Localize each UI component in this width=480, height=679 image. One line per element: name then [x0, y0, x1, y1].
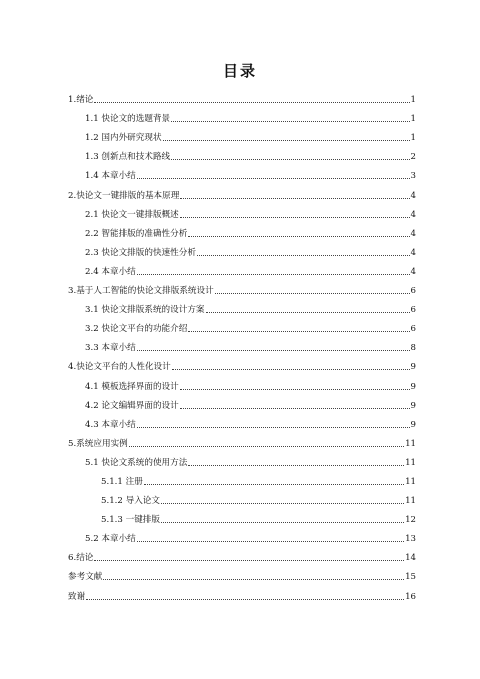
toc-entry[interactable]	[68, 487, 416, 506]
toc-entry-page: 9	[410, 419, 416, 430]
toc-entry-label: 1.3 创新点和技术路线	[85, 152, 171, 163]
toc-entry-page: 11	[405, 476, 416, 487]
toc-entry-label: 5.1.3 一键排版	[101, 515, 160, 526]
toc-leader-dots	[137, 540, 404, 542]
toc-entry-page: 13	[405, 534, 416, 545]
toc-entry-label: 2.2 智能排版的准确性分析	[85, 228, 188, 239]
toc-entry-label: 致谢	[68, 591, 86, 602]
toc-entry-page: 12	[405, 515, 416, 526]
toc-leader-dots	[197, 254, 410, 256]
toc-entry[interactable]	[68, 277, 416, 296]
toc-entry-label: 2.快论文一键排版的基本原理	[68, 190, 180, 201]
toc-leader-dots	[161, 502, 404, 504]
toc-entry[interactable]	[68, 220, 416, 239]
toc-entry-label: 6.结论	[68, 553, 94, 564]
toc-entry-page: 16	[405, 591, 416, 602]
toc-leader-dots	[94, 101, 409, 103]
toc-title: 目录	[222, 62, 257, 80]
toc-entry-label: 4.3 本章小结	[85, 419, 136, 430]
toc-leader-dots	[144, 483, 404, 485]
toc-entry-page: 2	[410, 152, 416, 163]
toc-entry-page: 4	[410, 190, 416, 201]
toc-leader-dots	[180, 197, 409, 199]
toc-leader-dots	[180, 407, 410, 409]
toc-entry-page: 11	[405, 438, 416, 449]
toc-leader-dots	[188, 464, 404, 466]
toc-entry-page: 11	[405, 496, 416, 507]
toc-entry[interactable]	[68, 468, 416, 487]
toc-entry-page: 9	[410, 381, 416, 392]
toc-entry-label: 参考文献	[68, 572, 103, 583]
toc-entry-page: 4	[410, 228, 416, 239]
toc-entry-label: 3.基于人工智能的快论文排版系统设计	[68, 286, 214, 297]
toc-entry-page: 15	[405, 572, 416, 583]
toc-entry[interactable]	[68, 162, 416, 181]
toc-leader-dots	[163, 139, 410, 141]
toc-entry[interactable]	[68, 544, 416, 563]
toc-leader-dots	[137, 349, 410, 351]
toc-leader-dots	[180, 388, 410, 390]
toc-entry-page: 1	[410, 114, 416, 125]
toc-entry-page: 1	[410, 95, 416, 106]
toc-leader-dots	[137, 177, 410, 179]
toc-entry[interactable]	[68, 449, 416, 468]
toc-entry[interactable]	[68, 411, 416, 430]
toc-entry-page: 4	[410, 247, 416, 258]
toc-entry[interactable]	[68, 124, 416, 143]
toc-entry-page: 6	[410, 324, 416, 335]
toc-leader-dots	[188, 235, 409, 237]
toc-entry-page: 9	[410, 400, 416, 411]
toc-entry-label: 1.1 快论文的选题背景	[85, 114, 171, 125]
toc-entry-page: 6	[410, 286, 416, 297]
toc-entry[interactable]	[68, 239, 416, 258]
toc-entry-label: 3.3 本章小结	[85, 343, 136, 354]
toc-entry[interactable]	[68, 563, 416, 582]
table-of-contents	[68, 86, 416, 602]
toc-entry-label: 1.绪论	[68, 95, 94, 106]
toc-entry[interactable]	[68, 372, 416, 391]
toc-entry-label: 3.1 快论文排版系统的设计方案	[85, 305, 205, 316]
toc-entry-page: 9	[410, 362, 416, 373]
toc-entry[interactable]	[68, 143, 416, 162]
toc-entry-label: 5.2 本章小结	[85, 534, 136, 545]
toc-leader-dots	[137, 426, 410, 428]
toc-leader-dots	[171, 120, 409, 122]
toc-entry-page: 3	[410, 171, 416, 182]
toc-leader-dots	[94, 559, 404, 561]
toc-entry-label: 2.4 本章小结	[85, 266, 136, 277]
toc-leader-dots	[129, 445, 404, 447]
toc-entry[interactable]	[68, 105, 416, 124]
toc-entry-label: 1.2 国内外研究现状	[85, 133, 162, 144]
toc-leader-dots	[86, 598, 404, 600]
toc-entry[interactable]	[68, 506, 416, 525]
toc-entry[interactable]	[68, 334, 416, 353]
toc-entry[interactable]	[68, 392, 416, 411]
toc-entry[interactable]	[68, 86, 416, 105]
toc-entry[interactable]	[68, 181, 416, 200]
toc-entry-label: 5.1 快论文系统的使用方法	[85, 457, 188, 468]
toc-entry-label: 5.1.2 导入论文	[101, 496, 160, 507]
toc-entry-label: 4.2 论文编辑界面的设计	[85, 400, 179, 411]
toc-entry-label: 4.快论文平台的人性化设计	[68, 362, 171, 373]
toc-entry-label: 2.1 快论文一键排版概述	[85, 209, 179, 220]
toc-entry[interactable]	[68, 525, 416, 544]
toc-entry-label: 3.2 快论文平台的功能介绍	[85, 324, 188, 335]
toc-leader-dots	[188, 330, 409, 332]
toc-entry-label: 5.系统应用实例	[68, 438, 128, 449]
toc-entry[interactable]	[68, 353, 416, 372]
toc-leader-dots	[103, 578, 404, 580]
toc-entry-page: 4	[410, 266, 416, 277]
toc-entry-label: 1.4 本章小结	[85, 171, 136, 182]
toc-entry-page: 8	[410, 343, 416, 354]
toc-entry[interactable]	[68, 201, 416, 220]
toc-leader-dots	[137, 273, 410, 275]
toc-entry-page: 6	[410, 305, 416, 316]
toc-entry[interactable]	[68, 582, 416, 601]
toc-entry-page: 1	[410, 133, 416, 144]
toc-leader-dots	[171, 158, 409, 160]
toc-leader-dots	[206, 311, 410, 313]
toc-leader-dots	[215, 292, 410, 294]
toc-entry-page: 11	[405, 457, 416, 468]
toc-entry[interactable]	[68, 430, 416, 449]
toc-leader-dots	[172, 368, 410, 370]
toc-entry-label: 2.3 快论文排版的快速性分析	[85, 247, 196, 258]
toc-leader-dots	[180, 216, 410, 218]
toc-entry-label: 5.1.1 注册	[101, 476, 143, 487]
toc-leader-dots	[161, 521, 404, 523]
toc-entry[interactable]	[68, 315, 416, 334]
toc-entry[interactable]	[68, 296, 416, 315]
toc-entry-page: 14	[405, 553, 416, 564]
toc-entry[interactable]	[68, 258, 416, 277]
toc-entry-page: 4	[410, 209, 416, 220]
toc-entry-label: 4.1 模板选择界面的设计	[85, 381, 179, 392]
